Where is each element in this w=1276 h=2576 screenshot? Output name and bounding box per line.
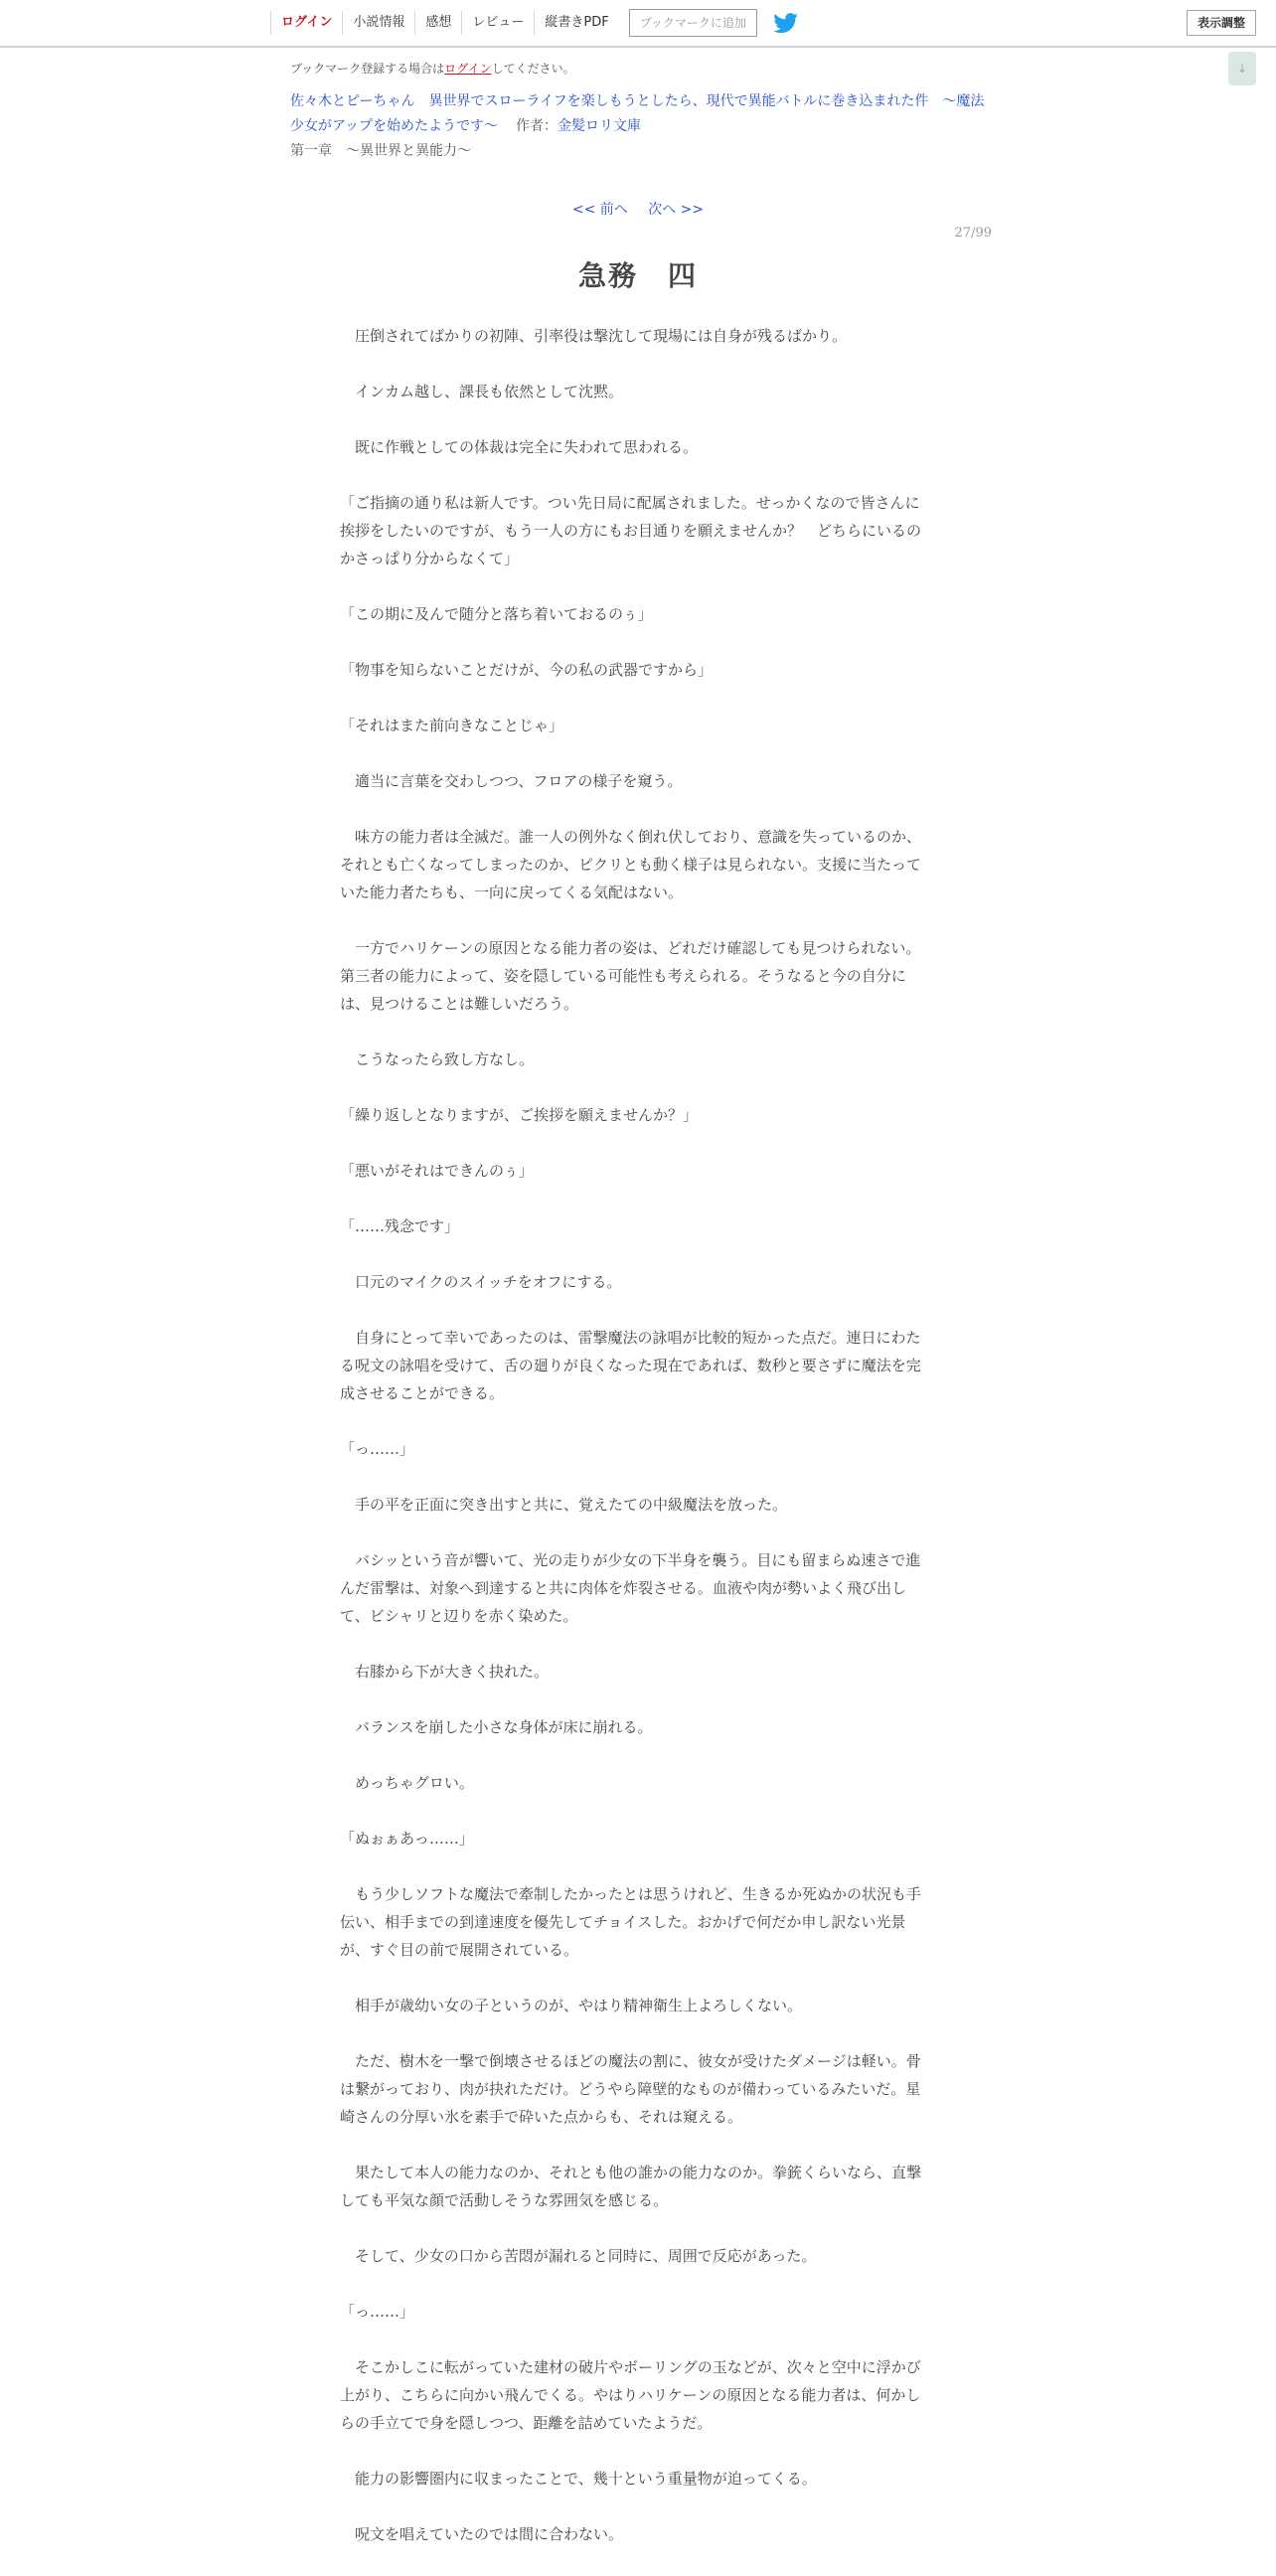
body-paragraph: 果たして本人の能力なのか、それとも他の誰かの能力なのか。拳銃くらいなら、直撃しても平気な顔で活動しそうな雰囲気を感じる。 <box>340 2164 922 2209</box>
body-paragraph: そして、少女の口から苦悶が漏れると同時に、周囲で反応があった。 <box>340 2247 817 2265</box>
body-paragraph: 味方の能力者は全滅だ。誰一人の例外なく倒れ伏しており、意識を失っているのか、それとも亡くなってしまったのか、ピクリとも動く様子は見られない。支援に当たっていた能力者たちも、一向に戻ってくる気配はない。 <box>340 828 922 901</box>
bookmark-note-text: ブックマーク登録する場合は <box>290 62 445 76</box>
body-paragraph: 既に作戦としての体裁は完全に失われて思われる。 <box>340 438 699 456</box>
body-paragraph: 呪文を唱えていたのでは間に合わない。 <box>340 2525 624 2543</box>
display-settings-button[interactable]: 表示調整 <box>1187 10 1256 36</box>
bookmark-login-link[interactable]: ログイン <box>444 62 492 76</box>
body-paragraph: もう少しソフトな魔法で牽制したかったとは思うけれど、生きるか死ぬかの状況も手伝い、相手までの到達速度を優先してチョイスした。おかげで何だか申し訳ない光景が、すぐ目の前で展開されている。 <box>340 1885 922 1959</box>
body-paragraph: 「繰り返しとなりますが、ご挨拶を願えませんか？」 <box>340 1106 699 1124</box>
nav-impressions-link[interactable]: 感想 <box>414 11 461 35</box>
body-paragraph: 手の平を正面に突き出すと共に、覚えたての中級魔法を放った。 <box>340 1496 788 1514</box>
episode-body <box>340 322 932 2576</box>
body-paragraph: バランスを崩した小さな身体が床に崩れる。 <box>340 1718 653 1736</box>
author-label: 作者： <box>516 118 558 134</box>
novel-title-line <box>290 89 992 139</box>
nav-menu <box>270 0 799 46</box>
body-paragraph: バシッという音が響いて、光の走りが少女の下半身を襲う。目にも留まらぬ速さで進んだ雷撃は、対象へ到達すると共に肉体を炸裂させる。血液や肉が勢いよく飛び出して、ビシャリと辺りを赤く染めた。 <box>340 1551 921 1625</box>
body-paragraph: 「ぬぉぁあっ……」 <box>340 1830 474 1848</box>
body-paragraph: ただ、樹木を一撃で倒壊させるほどの魔法の割に、彼女が受けたダメージは軽い。骨は繋がっており、肉が抉れただけ。どうやら障壁的なものが備わっているみたいだ。星崎さんの分厚い氷を素手で砕いた点からも、それは窺える。 <box>340 2052 921 2126</box>
nav-vertical-pdf-link[interactable]: 縦書きPDF <box>534 11 618 35</box>
body-paragraph: 口元のマイクのスイッチをオフにする。 <box>340 1273 622 1291</box>
body-paragraph: 「ご指摘の通り私は新人です。つい先日局に配属されました。せっかくなので皆さんに挨拶をしたいのですが、もう一人の方にもお目通りを願えませんか？ どちらにいるのかさっぱり分からなくて」 <box>340 494 922 567</box>
top-navigation-bar <box>0 0 1276 48</box>
body-paragraph: 右膝から下が大きく抉れた。 <box>340 1663 550 1681</box>
author-name-link[interactable]: 金髪ロリ文庫 <box>558 118 642 134</box>
nav-novel-info-link[interactable]: 小説情報 <box>342 11 414 35</box>
novel-info <box>290 58 992 164</box>
episode-counter: 27/99 <box>954 226 992 241</box>
body-paragraph: インカム越し、課長も依然として沈黙。 <box>340 383 624 401</box>
body-paragraph: 「この期に及んで随分と落ち着いておるのぅ」 <box>340 605 653 623</box>
body-paragraph: 自身にとって幸いであったのは、雷撃魔法の詠唱が比較的短かった点だ。連日にわたる呪文の詠唱を受けて、舌の廻りが良くなった現在であれば、数秒と要さずに魔法を完成させることができる。 <box>340 1329 921 1402</box>
body-paragraph: 能力の影響圏内に収まったことで、幾十という重量物が迫ってくる。 <box>340 2470 817 2488</box>
body-paragraph: 適当に言葉を交わしつつ、フロアの様子を窺う。 <box>340 772 683 790</box>
body-paragraph: 「っ……」 <box>340 1440 415 1458</box>
bookmark-login-note <box>290 58 992 80</box>
nav-login-link[interactable]: ログイン <box>270 11 342 35</box>
body-paragraph: そこかしこに転がっていた建材の破片やボーリングの玉などが、次々と空中に浮かび上がり、こちらに向かい飛んでくる。やはりハリケーンの原因となる能力者は、何かしらの手立てで身を隠しつつ、距離を詰めていたようだ。 <box>340 2358 921 2432</box>
body-paragraph: 「悪いがそれはできんのぅ」 <box>340 1162 534 1180</box>
body-paragraph: 圧倒されてばかりの初陣、引率役は撃沈して現場には自身が残るばかり。 <box>340 327 848 345</box>
episode-title: 急務 四 <box>577 259 698 292</box>
body-paragraph: めっちゃグロい。 <box>340 1774 474 1792</box>
next-episode-link[interactable]: 次へ >> <box>648 202 705 218</box>
body-paragraph: 相手が歳幼い女の子というのが、やはり精神衛生上よろしくない。 <box>340 1997 803 2014</box>
bookmark-note-suffix: してください。 <box>491 62 575 76</box>
body-paragraph: こうなったら致し方なし。 <box>340 1050 535 1068</box>
twitter-bird-icon[interactable] <box>773 12 799 34</box>
add-bookmark-button[interactable]: ブックマークに追加 <box>629 9 757 37</box>
body-paragraph: 「っ……」 <box>340 2303 415 2321</box>
body-paragraph: 「それはまた前向きなことじゃ」 <box>340 717 564 734</box>
body-paragraph: 「……残念です」 <box>340 1217 460 1235</box>
chapter-title: 第一章 ～異世界と異能力～ <box>290 143 471 159</box>
prev-episode-link[interactable]: << 前へ <box>571 202 628 218</box>
novel-title-link[interactable]: 佐々木とピーちゃん 異世界でスローライフを楽しもうとしたら、現代で異能バトルに巻き込まれた件 ～魔法少女がアップを始めたようです～ <box>290 93 985 134</box>
nav-review-link[interactable]: レビュー <box>461 11 534 35</box>
body-paragraph: 一方でハリケーンの原因となる能力者の姿は、どれだけ確認しても見つけられない。第三者の能力によって、姿を隠している可能性も考えられる。そうなると今の自分には、見つけることは難しいだろう。 <box>340 939 921 1013</box>
episode-pager <box>0 199 1276 219</box>
scroll-down-icon[interactable]: ↓ <box>1228 52 1256 85</box>
body-paragraph: 「物事を知らないことだけが、今の私の武器ですから」 <box>340 661 714 679</box>
